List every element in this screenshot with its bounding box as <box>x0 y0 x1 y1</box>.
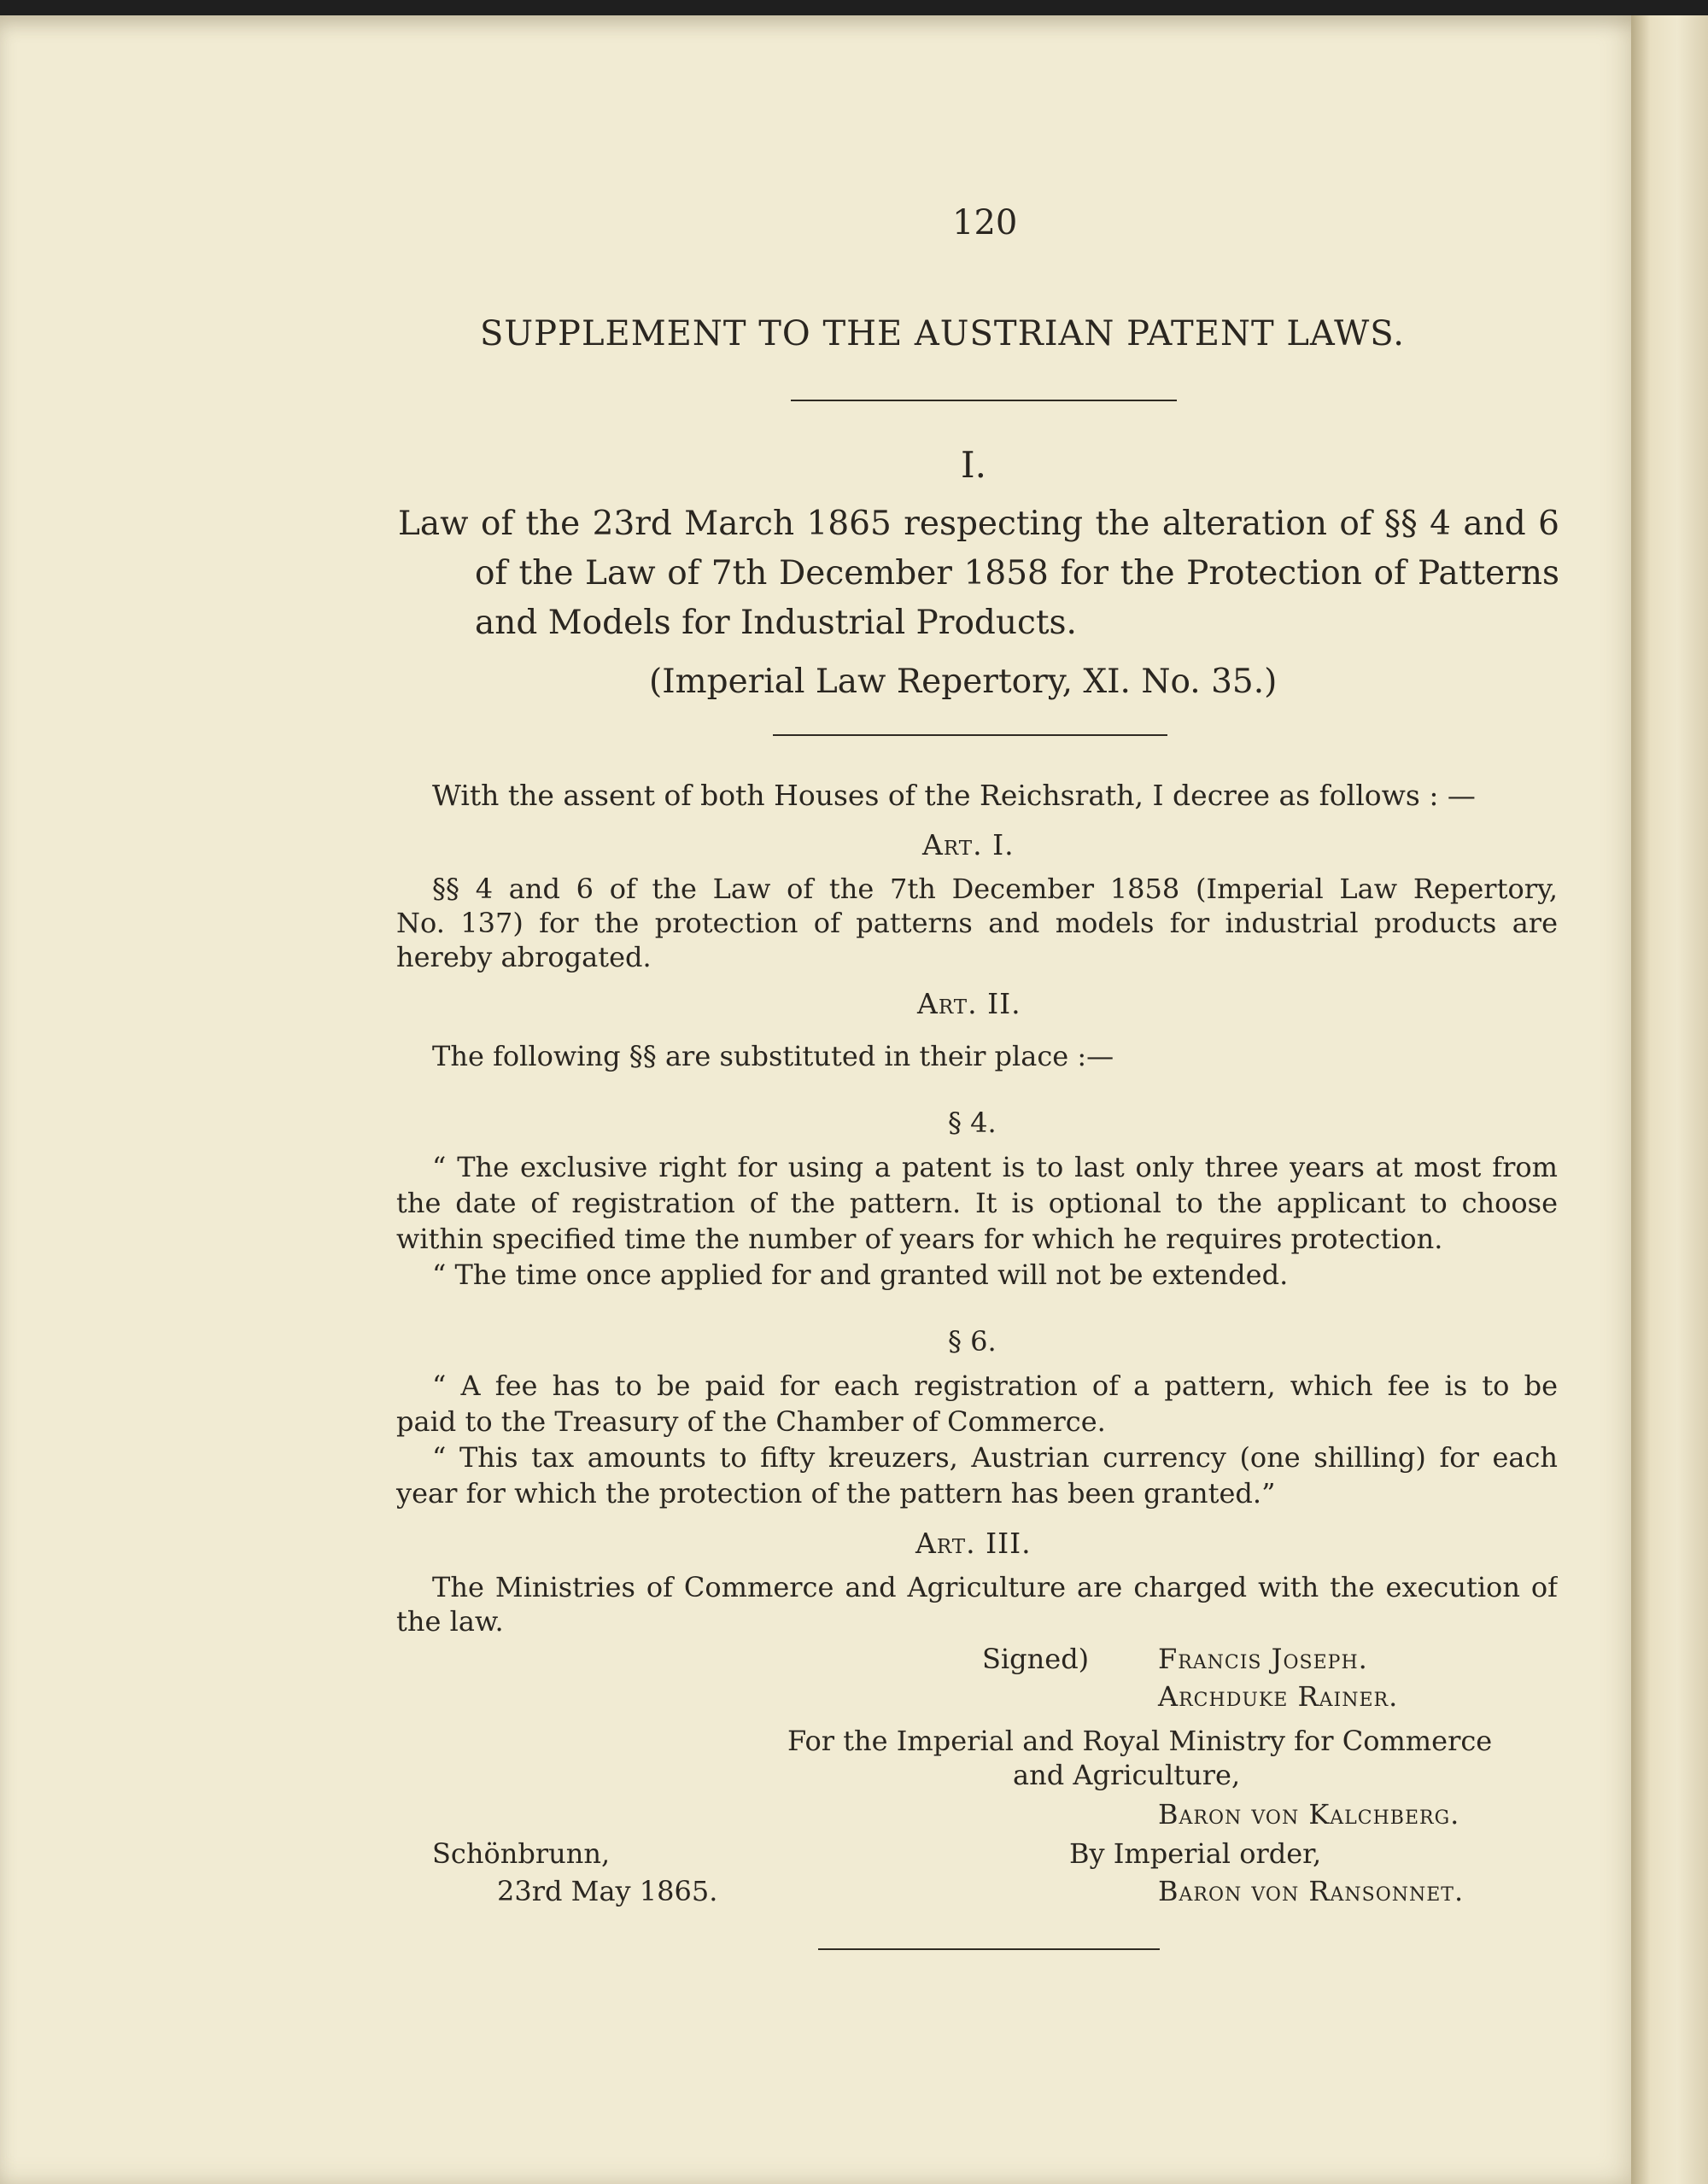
section-4-line-3: within specified time the number of years for which he requires protection. <box>396 1223 1443 1255</box>
section-4-line-4: “ The time once applied for and granted will not be extended. <box>432 1258 1289 1291</box>
section-numeral: I. <box>961 444 986 486</box>
ministry-line-2: and Agriculture, <box>1013 1759 1241 1791</box>
law-title-line-2: of the Law of 7th December 1858 for the Protection of Patterns <box>475 554 1559 593</box>
section-6-line-2: paid to the Treasury of the Chamber of Commerce. <box>396 1405 1106 1438</box>
law-title-line-1: Law of the 23rd March 1865 respecting the alteration of §§ 4 and 6 <box>398 505 1559 543</box>
signature-archduke: Archduke Rainer. <box>1158 1680 1399 1713</box>
art-2-heading: Art. II. <box>917 987 1021 1020</box>
signature-countersign: Baron von Ransonnet. <box>1158 1875 1465 1907</box>
order-label: By Imperial order, <box>1069 1837 1322 1870</box>
art-1-line-2: No. 137) for the protection of patterns and models for industrial products are <box>396 907 1558 939</box>
preamble: With the assent of both Houses of the Reichsrath, I decree as follows : — <box>432 779 1476 812</box>
section-6-line-1: “ A fee has to be paid for each registration of a pattern, which fee is to be <box>432 1369 1558 1402</box>
divider-top <box>791 400 1177 401</box>
date-of-signing: 23rd May 1865. <box>497 1875 718 1907</box>
art-3-line-1: The Ministries of Commerce and Agriculture are charged with the execution of <box>432 1571 1558 1603</box>
section-6-line-4: year for which the protection of the pattern has been granted.” <box>396 1477 1276 1510</box>
art-3-line-2: the law. <box>396 1605 504 1638</box>
ministry-line-1: For the Imperial and Royal Ministry for Commerce <box>787 1725 1493 1757</box>
section-4-line-1: “ The exclusive right for using a patent is to last only three years at most from <box>432 1151 1558 1183</box>
art-1-line-3: hereby abrogated. <box>396 941 652 973</box>
law-title-line-3: and Models for Industrial Products. <box>475 604 1077 642</box>
signature-sovereign: Francis Joseph. <box>1158 1643 1368 1675</box>
divider-bottom <box>818 1948 1160 1950</box>
section-4-heading: § 4. <box>948 1107 997 1139</box>
art-1-line-1: §§ 4 and 6 of the Law of the 7th December 1858 (Imperial Law Repertory, <box>432 873 1558 905</box>
page-edge <box>1631 15 1708 2184</box>
page-heading: SUPPLEMENT TO THE AUSTRIAN PATENT LAWS. <box>480 314 1405 353</box>
art-2-intro: The following §§ are substituted in their place :— <box>432 1040 1114 1072</box>
art-3-heading: Art. III. <box>915 1527 1032 1560</box>
art-1-heading: Art. I. <box>922 828 1015 861</box>
section-4-line-2: the date of registration of the pattern. It is optional to the applicant to choose <box>396 1187 1558 1219</box>
divider-middle <box>773 734 1167 736</box>
section-6-line-3: “ This tax amounts to fifty kreuzers, Austrian currency (one shilling) for each <box>432 1441 1558 1474</box>
signed-label: Signed) <box>982 1643 1090 1675</box>
section-6-heading: § 6. <box>948 1325 997 1358</box>
page-number: 120 <box>952 203 1018 242</box>
place-of-signing: Schönbrunn, <box>432 1837 611 1870</box>
citation: (Imperial Law Repertory, XI. No. 35.) <box>649 663 1278 701</box>
signature-minister: Baron von Kalchberg. <box>1158 1798 1460 1831</box>
